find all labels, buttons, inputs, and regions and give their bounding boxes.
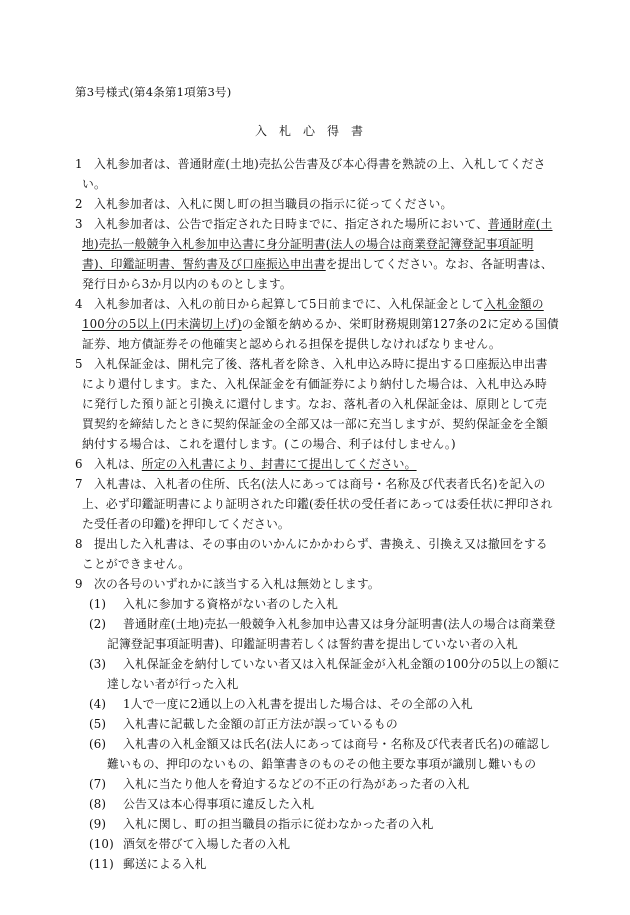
item-4-line-2: 100分の5以上(円未満切上げ)の金額を納めるか、栄町財務規則第127条の2に定める国債 — [82, 317, 559, 331]
sub-item-10: (10) 酒気を帯びて入場した者の入札 — [89, 837, 291, 851]
item-3-line-3: 書)、印鑑証明書、誓約書及び口座振込申出書を提出してください。なお、各証明書は、 — [82, 257, 553, 271]
sub-item-9: (9) 入札に関し、町の担当職員の指示に従わなかった者の入札 — [89, 817, 434, 831]
item-8-line-1: 8 提出した入札書は、その事由のいかんにかかわらず、書換え、引換え又は撤回をする — [75, 537, 548, 551]
item-number: 4 — [75, 297, 83, 311]
item-5-line-5: 納付する場合は、これを還付します。(この場合、利子は付しません。) — [82, 437, 456, 451]
sub-item-3-line-2: 達しない者が行った入札 — [107, 677, 239, 691]
sub-item-1: (1) 入札に参加する資格がない者のした入札 — [89, 597, 339, 611]
sub-item-11: (11) 郵送による入札 — [89, 857, 207, 871]
sub-item-4: (4) 1人で一度に2通以上の入札書を提出した場合は、その全部の入札 — [89, 697, 473, 711]
form-number: 第3号様式(第4条第1項第3号) — [75, 85, 232, 99]
item-3-line-4: 発行日から3か月以内のものとします。 — [82, 277, 292, 291]
item-9-line-1: 9 次の各号のいずれかに該当する入札は無効とします。 — [75, 577, 380, 591]
item-number: 6 — [75, 457, 83, 471]
sub-item-7: (7) 入札に当たり他人を脅迫するなどの不正の行為があった者の入札 — [89, 777, 470, 791]
sub-item-6-line-2: 難いもの、押印のないもの、鉛筆書きのものその他主要な事項が識別し難いもの — [107, 757, 537, 771]
item-number: 8 — [75, 537, 83, 551]
sub-item-2-line-2: 記簿登記事項証明書)、印鑑証明書若しくは誓約書を提出していない者の入札 — [107, 637, 518, 651]
item-number: 2 — [75, 197, 83, 211]
item-number: 7 — [75, 477, 83, 491]
item-3-line-1: 3 入札参加者は、公告で指定された日時までに、指定された場所において、普通財産(土 — [75, 217, 553, 231]
item-number: 1 — [75, 157, 83, 171]
item-4-line-1: 4 入札参加者は、入札の前日から起算して5日前までに、入札保証金として入札金額の — [75, 297, 544, 311]
item-4-line-3: 証券、地方債証券その他確実と認められる担保を提供しなければなりません。 — [82, 337, 501, 351]
sub-item-2-line-1: (2) 普通財産(土地)売払一般競争入札参加申込書又は身分証明書(法人の場合は商業登 — [89, 617, 556, 631]
item-5-line-2: により還付します。また、入札保証金を有価証券により納付した場合は、入札申込み時 — [82, 377, 547, 391]
item-6-line-1: 6 入札は、所定の入札書により、封書にて提出してください。 — [75, 457, 417, 471]
item-7-line-1: 7 入札書は、入札者の住所、氏名(法人にあっては商号・名称及び代表者氏名)を記入の — [75, 477, 546, 491]
item-2-line-1: 2 入札参加者は、入札に関し町の担当職員の指示に従ってください。 — [75, 197, 453, 211]
item-number: 9 — [75, 577, 83, 591]
sub-item-8: (8) 公告又は本心得事項に違反した入札 — [89, 797, 315, 811]
item-5-line-3: に発行した預り証と引換えに還付します。なお、落札者の入札保証金は、原則として売 — [82, 397, 547, 411]
item-1-line-2: い。 — [82, 177, 106, 191]
document-title: 入札心得書 — [254, 124, 375, 138]
item-8-line-2: ことができません。 — [82, 557, 191, 571]
sub-item-3-line-1: (3) 入札保証金を納付していない者又は入札保証金が入札金額の100分の5以上の額に — [89, 657, 560, 671]
item-number: 5 — [75, 357, 83, 371]
item-7-line-2: 上、必ず印鑑証明書により証明された印鑑(委任状の受任者にあっては委任状に押印され — [82, 497, 553, 511]
item-5-line-1: 5 入札保証金は、開札完了後、落札者を除き、入札申込み時に提出する口座振込申出書 — [75, 357, 548, 371]
item-1-line-1: 1 入札参加者は、普通財産(土地)売払公告書及び本心得書を熟読の上、入札してくださ — [75, 157, 546, 171]
item-7-line-3: た受任者の印鑑)を押印してください。 — [82, 517, 290, 531]
sub-item-6-line-1: (6) 入札書の入札金額又は氏名(法人にあっては商号・名称及び代表者氏名)の確認し — [89, 737, 551, 751]
item-5-line-4: 買契約を締結したときに契約保証金の全部又は一部に充当しますが、契約保証金を全額 — [82, 417, 548, 431]
item-3-line-2: 地)売払一般競争入札参加申込書に身分証明書(法人の場合は商業登記簿登記事項証明 — [82, 237, 534, 251]
item-number: 3 — [75, 217, 83, 231]
sub-item-5: (5) 入札書に記載した金額の訂正方法が誤っているもの — [89, 717, 398, 731]
